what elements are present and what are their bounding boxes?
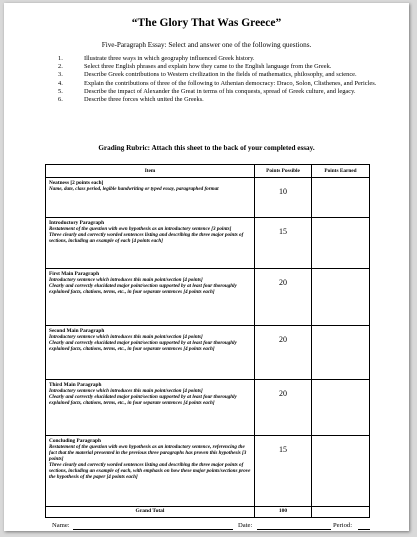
grand-total-value: 100 [255, 507, 312, 517]
item-description [49, 277, 251, 295]
points-earned-cell [312, 380, 369, 435]
rubric-instructions: Grading Rubric: Attach this sheet to the back of your completed essay. [98, 144, 315, 152]
points-possible-cell: 10 [255, 178, 312, 217]
item-cell [46, 218, 255, 268]
name-label: Name: [52, 522, 70, 529]
question-text: Explain the contributions of three of the following to Athenian democracy: Draco, Solon, Clisthenes, and Pericles. [84, 79, 377, 87]
item-description-line: Clearly and correctly elucidated major point/section supported by at least four thoroughly explained facts, citations, terms, etc., in four separate sentences [4 points each] [49, 340, 237, 353]
points-earned-cell [312, 326, 369, 379]
item-description-line: Restatement of the question with own hypothesis as an introductory sentence [3 points] [49, 226, 232, 232]
item-description [49, 388, 251, 406]
name-blank-line [73, 529, 233, 530]
points-possible-cell: 20 [255, 326, 312, 379]
item-description-line: Three clearly and correctly worded sentences listing and describing the three major points of sections, including an example of each [4 points each] [49, 232, 244, 245]
question-item [58, 96, 388, 104]
question-item [58, 55, 388, 63]
assignment-instructions: Five-Paragraph Essay: Select and answer one of the following questions. [101, 41, 312, 49]
points-possible-cell: 15 [255, 218, 312, 268]
document-title: “The Glory That Was Greece” [131, 17, 282, 29]
item-title: Second Main Paragraph [49, 328, 105, 334]
question-item [58, 63, 388, 71]
item-description-line: Introductory sentence which introduces this main point/section [4 points] [49, 334, 203, 340]
date-label: Date: [238, 522, 253, 529]
points-possible-cell: 20 [255, 269, 312, 325]
header-item: Item [46, 165, 255, 177]
student-info-line [52, 522, 370, 531]
grand-total-row [46, 506, 369, 517]
date-blank-line [257, 529, 331, 530]
item-title: Third Main Paragraph [49, 382, 102, 388]
header-points-possible: Points Possible [255, 165, 312, 177]
grading-rubric-table [45, 164, 370, 518]
question-number: 4. [58, 79, 63, 87]
question-number: 5. [58, 87, 63, 95]
question-number: 1. [58, 55, 63, 62]
period-label: Period: [333, 522, 353, 529]
header-points-earned: Points Earned [324, 168, 357, 174]
points-earned-cell [312, 436, 369, 506]
points-possible-cell: 20 [255, 380, 312, 435]
question-list [58, 55, 388, 104]
question-text: Select three English phrases and explain how they came to the English language from the Greek. [84, 63, 332, 71]
item-description [49, 226, 251, 244]
question-item [58, 80, 388, 88]
question-text: Illustrate three ways in which geography influenced Greek history. [84, 55, 255, 62]
question-text: Describe three forces which united the Greeks. [84, 96, 204, 104]
item-description-line: Introductory sentence which introduces this main point/section [4 points] [49, 388, 203, 394]
question-number: 2. [58, 63, 63, 71]
document-page [4, 3, 409, 531]
question-text: Describe Greek contributions to Western civilization in the fields of mathematics, philosophy, and science. [84, 71, 357, 79]
points-earned-cell [312, 269, 369, 325]
item-description [49, 444, 251, 481]
item-title: Concluding Paragraph [49, 438, 101, 444]
question-number: 6. [58, 96, 63, 104]
item-title: Introductory Paragraph [49, 220, 105, 226]
question-item [58, 88, 388, 96]
grand-total-earned-cell [312, 507, 369, 517]
question-text: Describe the impact of Alexander the Great in terms of his conquests, spread of Greek culture, and legacy. [84, 87, 356, 95]
question-item [58, 71, 388, 79]
item-description-line: Restatement of the question with own hypothesis as an introductory sentence, referencing the fact that the material presented in the previous three paragraphs has proven this hypothesis [3 points] [49, 444, 247, 463]
table-row [46, 268, 369, 325]
item-title: Neatness [2 points each] [49, 180, 104, 186]
table-row [46, 325, 369, 379]
item-description [49, 334, 251, 352]
grand-total-label: Grand Total [46, 507, 255, 517]
item-description: Name, date, class period, legible handwriting or typed essay, paragraphed format [49, 186, 219, 192]
table-row [46, 435, 369, 506]
item-cell [46, 436, 255, 506]
question-number: 3. [58, 71, 63, 79]
table-header-row [46, 165, 369, 177]
item-description-line: Clearly and correctly elucidated major point/section supported by at least four thoroughly explained facts, citations, terms, etc., in four separate sentences [4 points each] [49, 394, 237, 407]
item-description-line: Three clearly and correctly worded sentences listing and describing the three major points of sections, including an example of each, with emphasis on how these major points/sections prove the hypothesis of the paper [4 points each] [49, 462, 251, 481]
item-cell [46, 269, 255, 325]
table-row [46, 379, 369, 435]
item-cell [46, 326, 255, 379]
table-row [46, 217, 369, 268]
points-earned-cell [312, 218, 369, 268]
item-cell [46, 178, 255, 217]
item-description-line: Introductory sentence which introduces this main point/section [4 points] [49, 277, 203, 283]
points-earned-cell [312, 178, 369, 217]
period-blank-line [358, 529, 370, 530]
item-title: First Main Paragraph [49, 271, 100, 277]
item-cell [46, 380, 255, 435]
item-description-line: Clearly and correctly elucidated major point/section supported by at least four thoroughly explained facts, citations, terms, etc., in four separate sentences [4 points each] [49, 283, 237, 296]
points-possible-cell: 15 [255, 436, 312, 506]
table-row [46, 177, 369, 217]
